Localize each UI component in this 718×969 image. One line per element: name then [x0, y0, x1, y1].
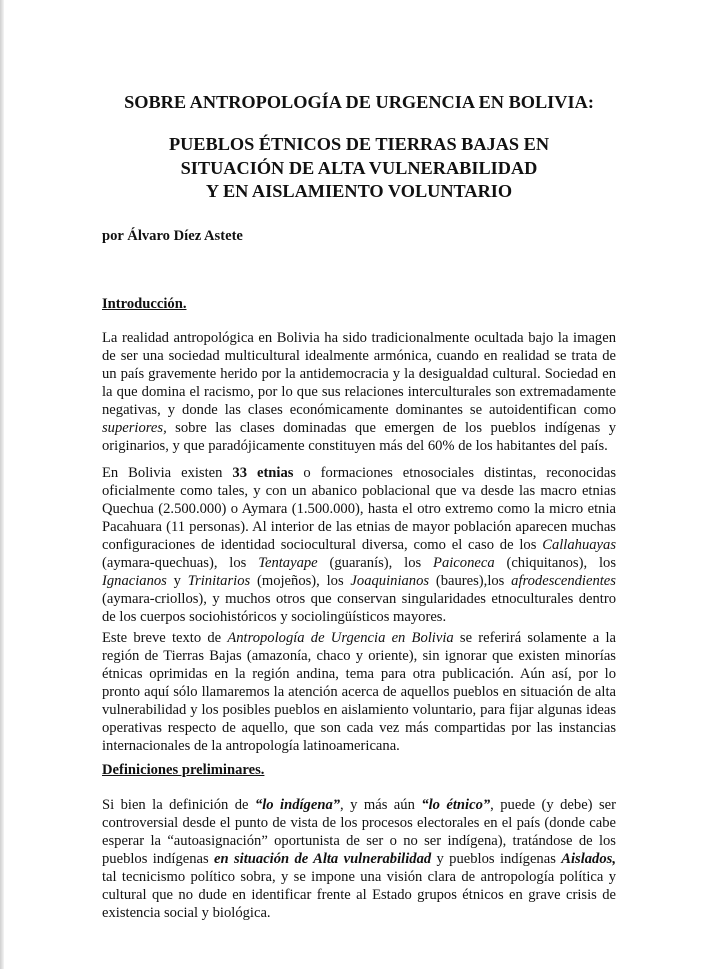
paragraph-intro-1: [102, 329, 616, 455]
subtitle-line-3: Y EN AISLAMIENTO VOLUNTARIO: [205, 181, 513, 201]
italic-term: afrodescendientes: [511, 573, 616, 589]
text-run: y: [166, 573, 188, 589]
text-run: Si bien la definición de: [102, 797, 255, 813]
text-run: se referirá solamente a la región de Tierras Bajas (amazonía, chaco y oriente), sin ignorar que existen minorías étnicas oprimidas en la región andina, tema para otra publicación. Aún así, por lo pronto aquí sólo llamaremos la atención acerca de aquellos pueblos en situación de alta vulnerabilidad y los posibles pueblos en aislamiento voluntario, para fijar algunas ideas operativas respecto de aquello, que son cada vez más compartidas por las instancias internacionales de la antropología latinoamericana.: [102, 630, 616, 754]
italic-term: Joaquinianos: [350, 573, 430, 589]
text-run: (chiquitanos), los: [494, 555, 616, 571]
text-run: En Bolivia existen: [102, 465, 233, 481]
author-byline: por Álvaro Díez Astete: [102, 228, 243, 244]
document-title: SOBRE ANTROPOLOGÍA DE URGENCIA EN BOLIVIA:: [124, 92, 594, 112]
page-edge-shadow: [0, 0, 4, 969]
text-run: o formaciones etnosociales distintas, reconocidas oficialmente como tales, y con un abanico poblacional que va desde las macro etnias Quechua (2.500.000) o Aymara (1.500.000), hasta el otro extremo como la micro etnia Pacahuara (11 personas). Al interior de las etnias de mayor población aparecen muchas configuraciones de identidad sociocultural diversa, como el caso de los: [102, 465, 616, 553]
italic-term: Callahuayas: [542, 537, 616, 553]
subtitle-line-2: SITUACIÓN DE ALTA VULNERABILIDAD: [180, 157, 538, 178]
text-run: , puede (y debe) ser controversial desde el punto de vista de los procesos electorales en el país (donde cabe esperar la “autoasignación” oportunista de ser o no ser indígena), tratándose de los pueblos indígenas: [102, 797, 616, 867]
bold-italic-term: Aislados,: [561, 851, 616, 867]
text-run: (guaranís), los: [317, 555, 434, 571]
section-heading-introduction: Introducción.: [102, 296, 187, 312]
italic-term: superiores,: [102, 420, 167, 436]
text-run: (aymara-criollos), y muchos otros que conservan singularidades etnoculturales dentro de los cuerpos sociohistóricos y sociolingüísticos mayores.: [102, 591, 616, 625]
text-run: La realidad antropológica en Bolivia ha sido tradicionalmente ocultada bajo la imagen de ser una sociedad multicultural idealmente armónica, cuando en realidad se trata de un país gravemente herido por la antidemocracia y la desigualdad cultural. Sociedad en la que domina el racismo, por lo que sus relaciones interculturales son extremadamente negativas, y donde las clases económicamente dominantes se autoidentifican como: [102, 330, 616, 418]
text-run: sobre las clases dominadas que emergen de los pueblos indígenas y originarios, y que paradójicamente constituyen más del 60% de los habitantes del país.: [102, 420, 616, 454]
bold-term: 33 etnias: [232, 465, 294, 481]
bold-italic-term: “lo étnico”: [421, 797, 491, 813]
subtitle-line-1: PUEBLOS ÉTNICOS DE TIERRAS BAJAS EN: [168, 134, 550, 154]
text-run: , y más aún: [340, 797, 422, 813]
italic-term: Paiconeca: [433, 555, 495, 571]
paragraph-intro-3: [102, 629, 616, 755]
text-run: (aymara-quechuas), los: [102, 555, 259, 571]
italic-term: Trinitarios: [187, 573, 251, 589]
italic-term: Tentayape: [258, 555, 318, 571]
bold-italic-term: en situación de Alta vulnerabilidad: [214, 851, 432, 867]
text-run: (baures),los: [429, 573, 512, 589]
section-heading-definitions: Definiciones preliminares.: [102, 762, 265, 778]
text-run: tal tecnicismo político sobra, y se impone una visión clara de antropología política y cultural que no dude en identificar frente al Estado grupos étnicos en grave crisis de existencia social y biológica.: [102, 869, 616, 921]
document-subtitle: [102, 133, 616, 204]
text-run: Este breve texto de: [102, 630, 228, 646]
bold-italic-term: “lo indígena”: [254, 797, 341, 813]
italic-term: Antropología de Urgencia en Bolivia: [227, 630, 454, 646]
text-run: y pueblos indígenas: [431, 851, 562, 867]
text-run: (mojeños), los: [250, 573, 351, 589]
italic-term: Ignacianos: [102, 573, 167, 589]
paragraph-definitions-1: [102, 796, 616, 922]
paragraph-intro-2: [102, 464, 616, 626]
